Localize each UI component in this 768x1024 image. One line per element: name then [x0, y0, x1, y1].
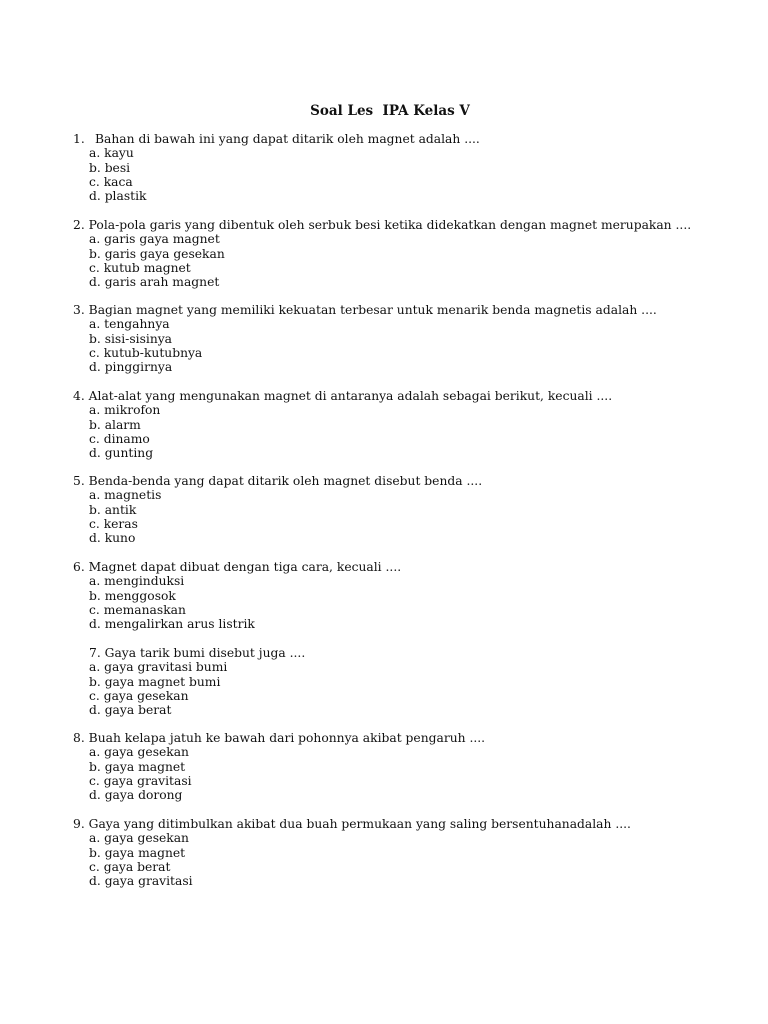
question-stem — [73, 218, 733, 232]
question-stem — [73, 474, 733, 488]
question-text: Bahan di bawah ini yang dapat ditarik oleh magnet adalah .... — [95, 132, 480, 146]
question-stem — [73, 817, 733, 831]
question-text: Buah kelapa jatuh ke bawah dari pohonnya akibat pengaruh .... — [88, 731, 486, 745]
option-list — [73, 745, 733, 802]
document-title: Soal Les IPA Kelas V — [310, 103, 470, 119]
option-d: d. gaya gravitasi — [89, 874, 193, 889]
option-d: d. pinggirnya — [89, 360, 173, 375]
question-number: 7. — [89, 646, 101, 660]
option-a: a. gaya gravitasi bumi — [89, 660, 228, 675]
question-7 — [73, 646, 733, 717]
question-2 — [73, 218, 733, 289]
question-stem — [73, 132, 733, 146]
option-list — [73, 146, 733, 203]
option-c: c. gaya gravitasi — [89, 773, 192, 788]
option-a: a. kayu — [89, 146, 134, 161]
question-number: 9. — [73, 817, 85, 831]
question-number: 8. — [73, 731, 85, 745]
option-b: b. antik — [89, 502, 137, 517]
option-list — [73, 488, 733, 545]
question-text: Bagian magnet yang memiliki kekuatan terbesar untuk menarik benda magnetis adalah .... — [88, 303, 657, 317]
question-stem — [73, 646, 733, 660]
option-d: d. gunting — [89, 446, 154, 461]
option-c: c. dinamo — [89, 431, 150, 446]
option-b: b. gaya magnet bumi — [89, 674, 221, 689]
option-b: b. besi — [89, 160, 131, 175]
question-8 — [73, 731, 733, 802]
question-text: Pola-pola garis yang dibentuk oleh serbuk besi ketika didekatkan dengan magnet merupakan .... — [88, 218, 692, 232]
question-number: 5. — [73, 474, 85, 488]
option-d: d. kuno — [89, 531, 136, 546]
question-text: Gaya yang ditimbulkan akibat dua buah permukaan yang saling bersentuhanadalah .... — [88, 817, 631, 831]
option-c: c. kutub magnet — [89, 260, 191, 275]
option-c: c. gaya gesekan — [89, 688, 189, 703]
question-6 — [73, 560, 733, 631]
option-list — [73, 660, 733, 717]
option-d: d. plastik — [89, 189, 147, 204]
question-9 — [73, 817, 733, 888]
question-number: 4. — [73, 389, 85, 403]
question-number: 3. — [73, 303, 85, 317]
question-text: Gaya tarik bumi disebut juga .... — [104, 646, 306, 660]
option-list — [73, 574, 733, 631]
option-list — [73, 403, 733, 460]
question-stem — [73, 303, 733, 317]
option-d: d. garis arah magnet — [89, 275, 220, 290]
option-b: b. gaya magnet — [89, 845, 186, 860]
option-d: d. mengalirkan arus listrik — [89, 617, 255, 632]
question-5 — [73, 474, 733, 545]
option-a: a. gaya gesekan — [89, 745, 189, 760]
question-text: Magnet dapat dibuat dengan tiga cara, kecuali .... — [88, 560, 402, 574]
question-stem — [73, 389, 733, 403]
option-list — [73, 317, 733, 374]
option-c: c. keras — [89, 516, 138, 531]
option-list — [73, 232, 733, 289]
option-a: a. gaya gesekan — [89, 831, 189, 846]
option-b: b. sisi-sisinya — [89, 331, 173, 346]
option-c: c. memanaskan — [89, 602, 186, 617]
option-list — [73, 831, 733, 888]
question-text: Alat-alat yang mengunakan magnet di antaranya adalah sebagai berikut, kecuali .... — [88, 389, 613, 403]
option-a: a. mikrofon — [89, 403, 161, 418]
question-1 — [73, 132, 733, 203]
option-a: a. tengahnya — [89, 317, 170, 332]
option-c: c. kutub-kutubnya — [89, 345, 203, 360]
option-c: c. kaca — [89, 174, 133, 189]
question-4 — [73, 389, 733, 460]
option-b: b. alarm — [89, 417, 141, 432]
option-b: b. garis gaya gesekan — [89, 246, 225, 261]
question-3 — [73, 303, 733, 374]
option-a: a. magnetis — [89, 488, 162, 503]
question-text: Benda-benda yang dapat ditarik oleh magnet disebut benda .... — [88, 474, 483, 488]
question-number: 1. — [73, 132, 85, 146]
option-b: b. gaya magnet — [89, 759, 186, 774]
question-number: 2. — [73, 218, 85, 232]
option-a: a. menginduksi — [89, 574, 185, 589]
question-stem — [73, 731, 733, 745]
option-c: c. gaya berat — [89, 859, 171, 874]
option-d: d. gaya berat — [89, 703, 172, 718]
option-a: a. garis gaya magnet — [89, 232, 220, 247]
question-number: 6. — [73, 560, 85, 574]
option-d: d. gaya dorong — [89, 788, 183, 803]
option-b: b. menggosok — [89, 588, 176, 603]
question-stem — [73, 560, 733, 574]
